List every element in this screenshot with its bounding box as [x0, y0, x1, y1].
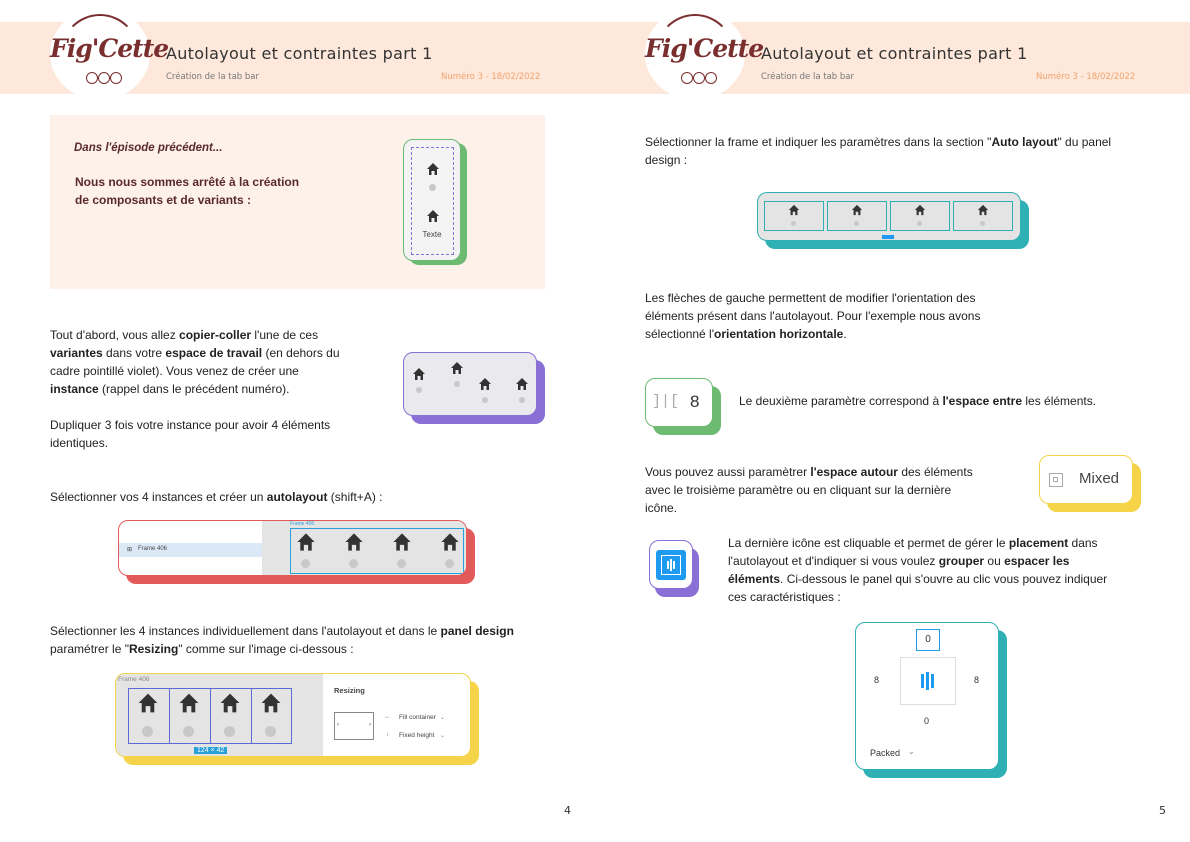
- home-icon: [439, 532, 461, 552]
- horizontal-resizing-select[interactable]: Fill container: [399, 714, 436, 721]
- home-icon: [478, 377, 492, 391]
- duplicate-paragraph: Dupliquer 3 fois votre instance pour avoir 4 éléments identiques.: [50, 418, 331, 450]
- placement-icon[interactable]: [656, 550, 686, 580]
- copy-paste-paragraph: Tout d'abord, vous allez copier-coller l'une de ces variantes dans votre espace de travail (en dehors du cadre pointillé violet). Vous venez de créer une instance (rappel dans le précédent numéro).: [50, 328, 340, 396]
- home-icon: [515, 377, 529, 391]
- logo-text: Fig'Cette: [50, 34, 169, 63]
- padding-bottom-input[interactable]: 0: [924, 716, 930, 726]
- issue-number: Numéro 3 - 18/02/2022: [441, 72, 541, 82]
- fig-cette-logo: [645, 8, 764, 100]
- size-badge: 124 × 42: [194, 747, 227, 754]
- padding-top-input[interactable]: 0: [916, 629, 940, 651]
- padding-right-input[interactable]: 8: [974, 675, 980, 685]
- page-subtitle: Création de la tab bar: [761, 72, 855, 82]
- placement-paragraph: La dernière icône est cliquable et permet de gérer le placement dans l'autolayout et d'indiquer si vous voulez grouper ou espacer les éléments. Ci-dessous le panel qui s'ouvre au clic vous pouvez indiquer ces caractéristiques :: [728, 536, 1108, 604]
- padding-panel-card: [855, 622, 1007, 778]
- vertical-resizing-select[interactable]: Fixed height: [399, 732, 435, 739]
- padding-paragraph: Vous pouvez aussi paramètrer l'espace autour des éléments avec le troisième paramètre ou en cliquant sur la dernière icône.: [645, 465, 973, 515]
- page-number: 4: [564, 804, 571, 817]
- home-icon: [788, 204, 800, 216]
- resizing-card: Frame 406 124 × 42 Resizing ‹ › ↔ Fill container ⌄ ↕ Fixed height ⌄: [115, 673, 479, 765]
- fig-cette-logo: [50, 8, 169, 100]
- resizing-paragraph: Sélectionner les 4 instances individuellement dans l'autolayout et dans le panel design paramétrer le "Resizing" comme sur l'image ci-dessous :: [50, 624, 514, 656]
- home-icon: [391, 532, 413, 552]
- chevron-down-icon: ⌄: [440, 733, 446, 739]
- spacing-value[interactable]: 8: [690, 392, 700, 411]
- orientation-paragraph: Les flèches de gauche permettent de modifier l'orientation des éléments présent dans l'autolayout. Pour l'exemple nous avons sélectionné l'orientation horizontale.: [645, 291, 981, 341]
- layer-frame-label: Frame 406: [138, 546, 168, 552]
- previous-episode-heading: Dans l'épisode précédent...: [74, 142, 223, 154]
- home-icon: [426, 209, 440, 223]
- resizing-frame-label: Frame 406: [118, 676, 150, 683]
- autolayout-paragraph: Sélectionner vos 4 instances et créer un autolayout (shift+A) :: [50, 490, 383, 504]
- issue-number: Numéro 3 - 18/02/2022: [1036, 72, 1136, 82]
- home-icon: [450, 361, 464, 375]
- instances-card: [403, 352, 545, 424]
- variant-label: Texte: [422, 230, 442, 239]
- chevron-down-icon: ⌄: [908, 747, 915, 756]
- page-subtitle: Création de la tab bar: [166, 72, 260, 82]
- previous-episode-box: [50, 115, 545, 289]
- page-number: 5: [1159, 804, 1166, 817]
- spacing-mode-select[interactable]: Packed: [870, 748, 901, 758]
- home-icon: [177, 692, 201, 714]
- padding-mixed-value[interactable]: Mixed: [1079, 470, 1120, 487]
- canvas-frame-label: Frame 406: [290, 521, 315, 527]
- page-title: Autolayout et contraintes part 1: [761, 44, 1028, 63]
- previous-episode-line1: Nous nous sommes arrêté à la création: [75, 175, 300, 189]
- alignment-box[interactable]: [900, 657, 956, 705]
- home-icon: [343, 532, 365, 552]
- home-icon: [426, 162, 440, 176]
- padding-icon[interactable]: [1049, 473, 1063, 487]
- home-icon: [136, 692, 160, 714]
- previous-episode-line2: de composants et de variants :: [75, 193, 252, 207]
- autolayout-card: [118, 520, 475, 584]
- home-icon: [259, 692, 283, 714]
- placement-card: [649, 540, 699, 597]
- home-icon: [412, 367, 426, 381]
- page-right: [595, 0, 1190, 842]
- home-icon: [851, 204, 863, 216]
- tabbar-card: [757, 192, 1029, 249]
- spacing-paragraph: Le deuxième paramètre correspond à l'espace entre les éléments.: [739, 394, 1097, 408]
- home-icon: [295, 532, 317, 552]
- resizing-preview: ‹ ›: [334, 712, 374, 740]
- layer-row-selected[interactable]: ⊞ Frame 406: [119, 543, 262, 557]
- page-title: Autolayout et contraintes part 1: [166, 44, 433, 63]
- home-icon: [914, 204, 926, 216]
- variant-card: [403, 139, 467, 265]
- home-icon: [218, 692, 242, 714]
- spacing-card: [645, 378, 721, 435]
- spacing-icon: ]|[: [652, 393, 680, 410]
- autolayout-section-paragraph: Sélectionner la frame et indiquer les paramètres dans la section "Auto layout" du panel design :: [645, 135, 1112, 167]
- resizing-heading: Resizing: [334, 686, 365, 695]
- logo-text: Fig'Cette: [645, 34, 764, 63]
- chevron-down-icon: ⌄: [440, 715, 446, 721]
- padding-left-input[interactable]: 8: [874, 675, 880, 685]
- home-icon: [977, 204, 989, 216]
- padding-mixed-card: [1039, 455, 1141, 512]
